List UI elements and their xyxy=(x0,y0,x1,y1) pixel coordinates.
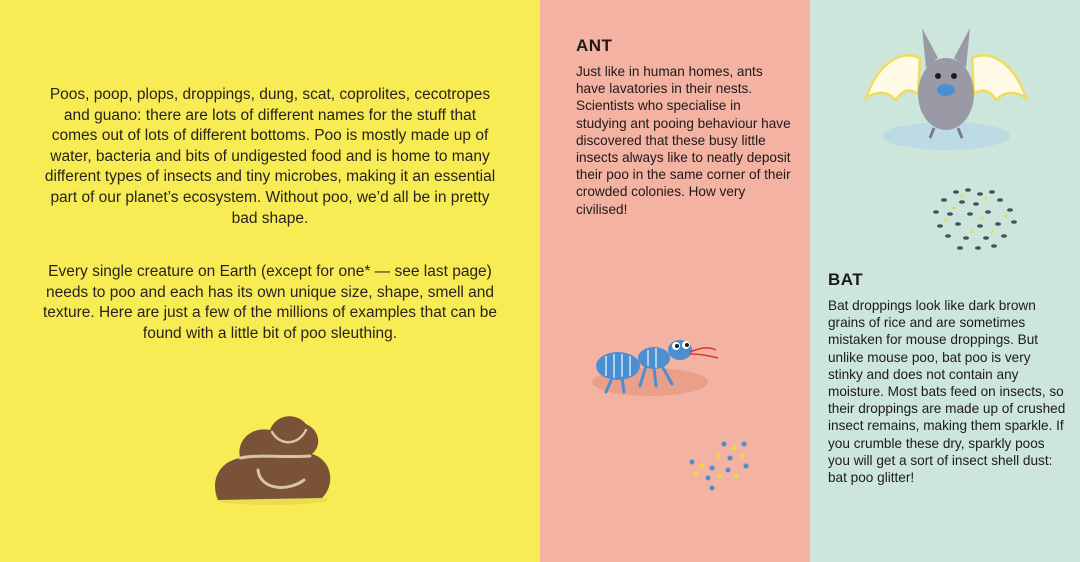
ant-droppings-illustration xyxy=(684,440,764,495)
bat-text: Bat droppings look like dark brown grains of rice and are sometimes mistaken for mouse droppings. But unlike mouse poo, bat poo is very stinky and does not contain any moisture. Most bats feed on insects, so their droppings are made up of crushed insect remains, making them sparkle. If you crumble these dry, sparkly poos you will get a sort of insect shell dust: bat poo glitter! xyxy=(828,298,1066,486)
ant-illustration xyxy=(588,328,728,400)
ant-heading: ANT xyxy=(576,36,613,55)
poo-swirl-illustration xyxy=(200,400,350,510)
ant-text: Just like in human homes, ants have lavatories in their nests. Scientists who specialise in studying ant pooing behaviour have discovered that these busy little insects always like to neatly deposit their poo in the same corner of their crowded colonies. How very civilised! xyxy=(576,64,791,217)
bat-droppings-illustration xyxy=(926,186,1022,252)
bat-heading: BAT xyxy=(828,270,864,289)
intro-paragraph-2: Every single creature on Earth (except for one* — see last page) needs to poo and each has its own unique size, shape, smell and texture. Here are just a few of the millions of examples that can be found with a little bit of poo sleuthing. xyxy=(42,263,498,342)
bat-illustration xyxy=(858,18,1034,152)
intro-paragraph-1: Poos, poop, plops, droppings, dung, scat, coprolites, cecotropes and guano: there are lots of different names for the stuff that comes out of lots of different bottoms. Poo is mostly made up of water, bacteria and bits of undigested food and is home to many different types of insects and tiny microbes, making it an essential part of our planet’s ecosystem. Without poo, we’d all be in pretty bad shape. xyxy=(44,86,496,227)
